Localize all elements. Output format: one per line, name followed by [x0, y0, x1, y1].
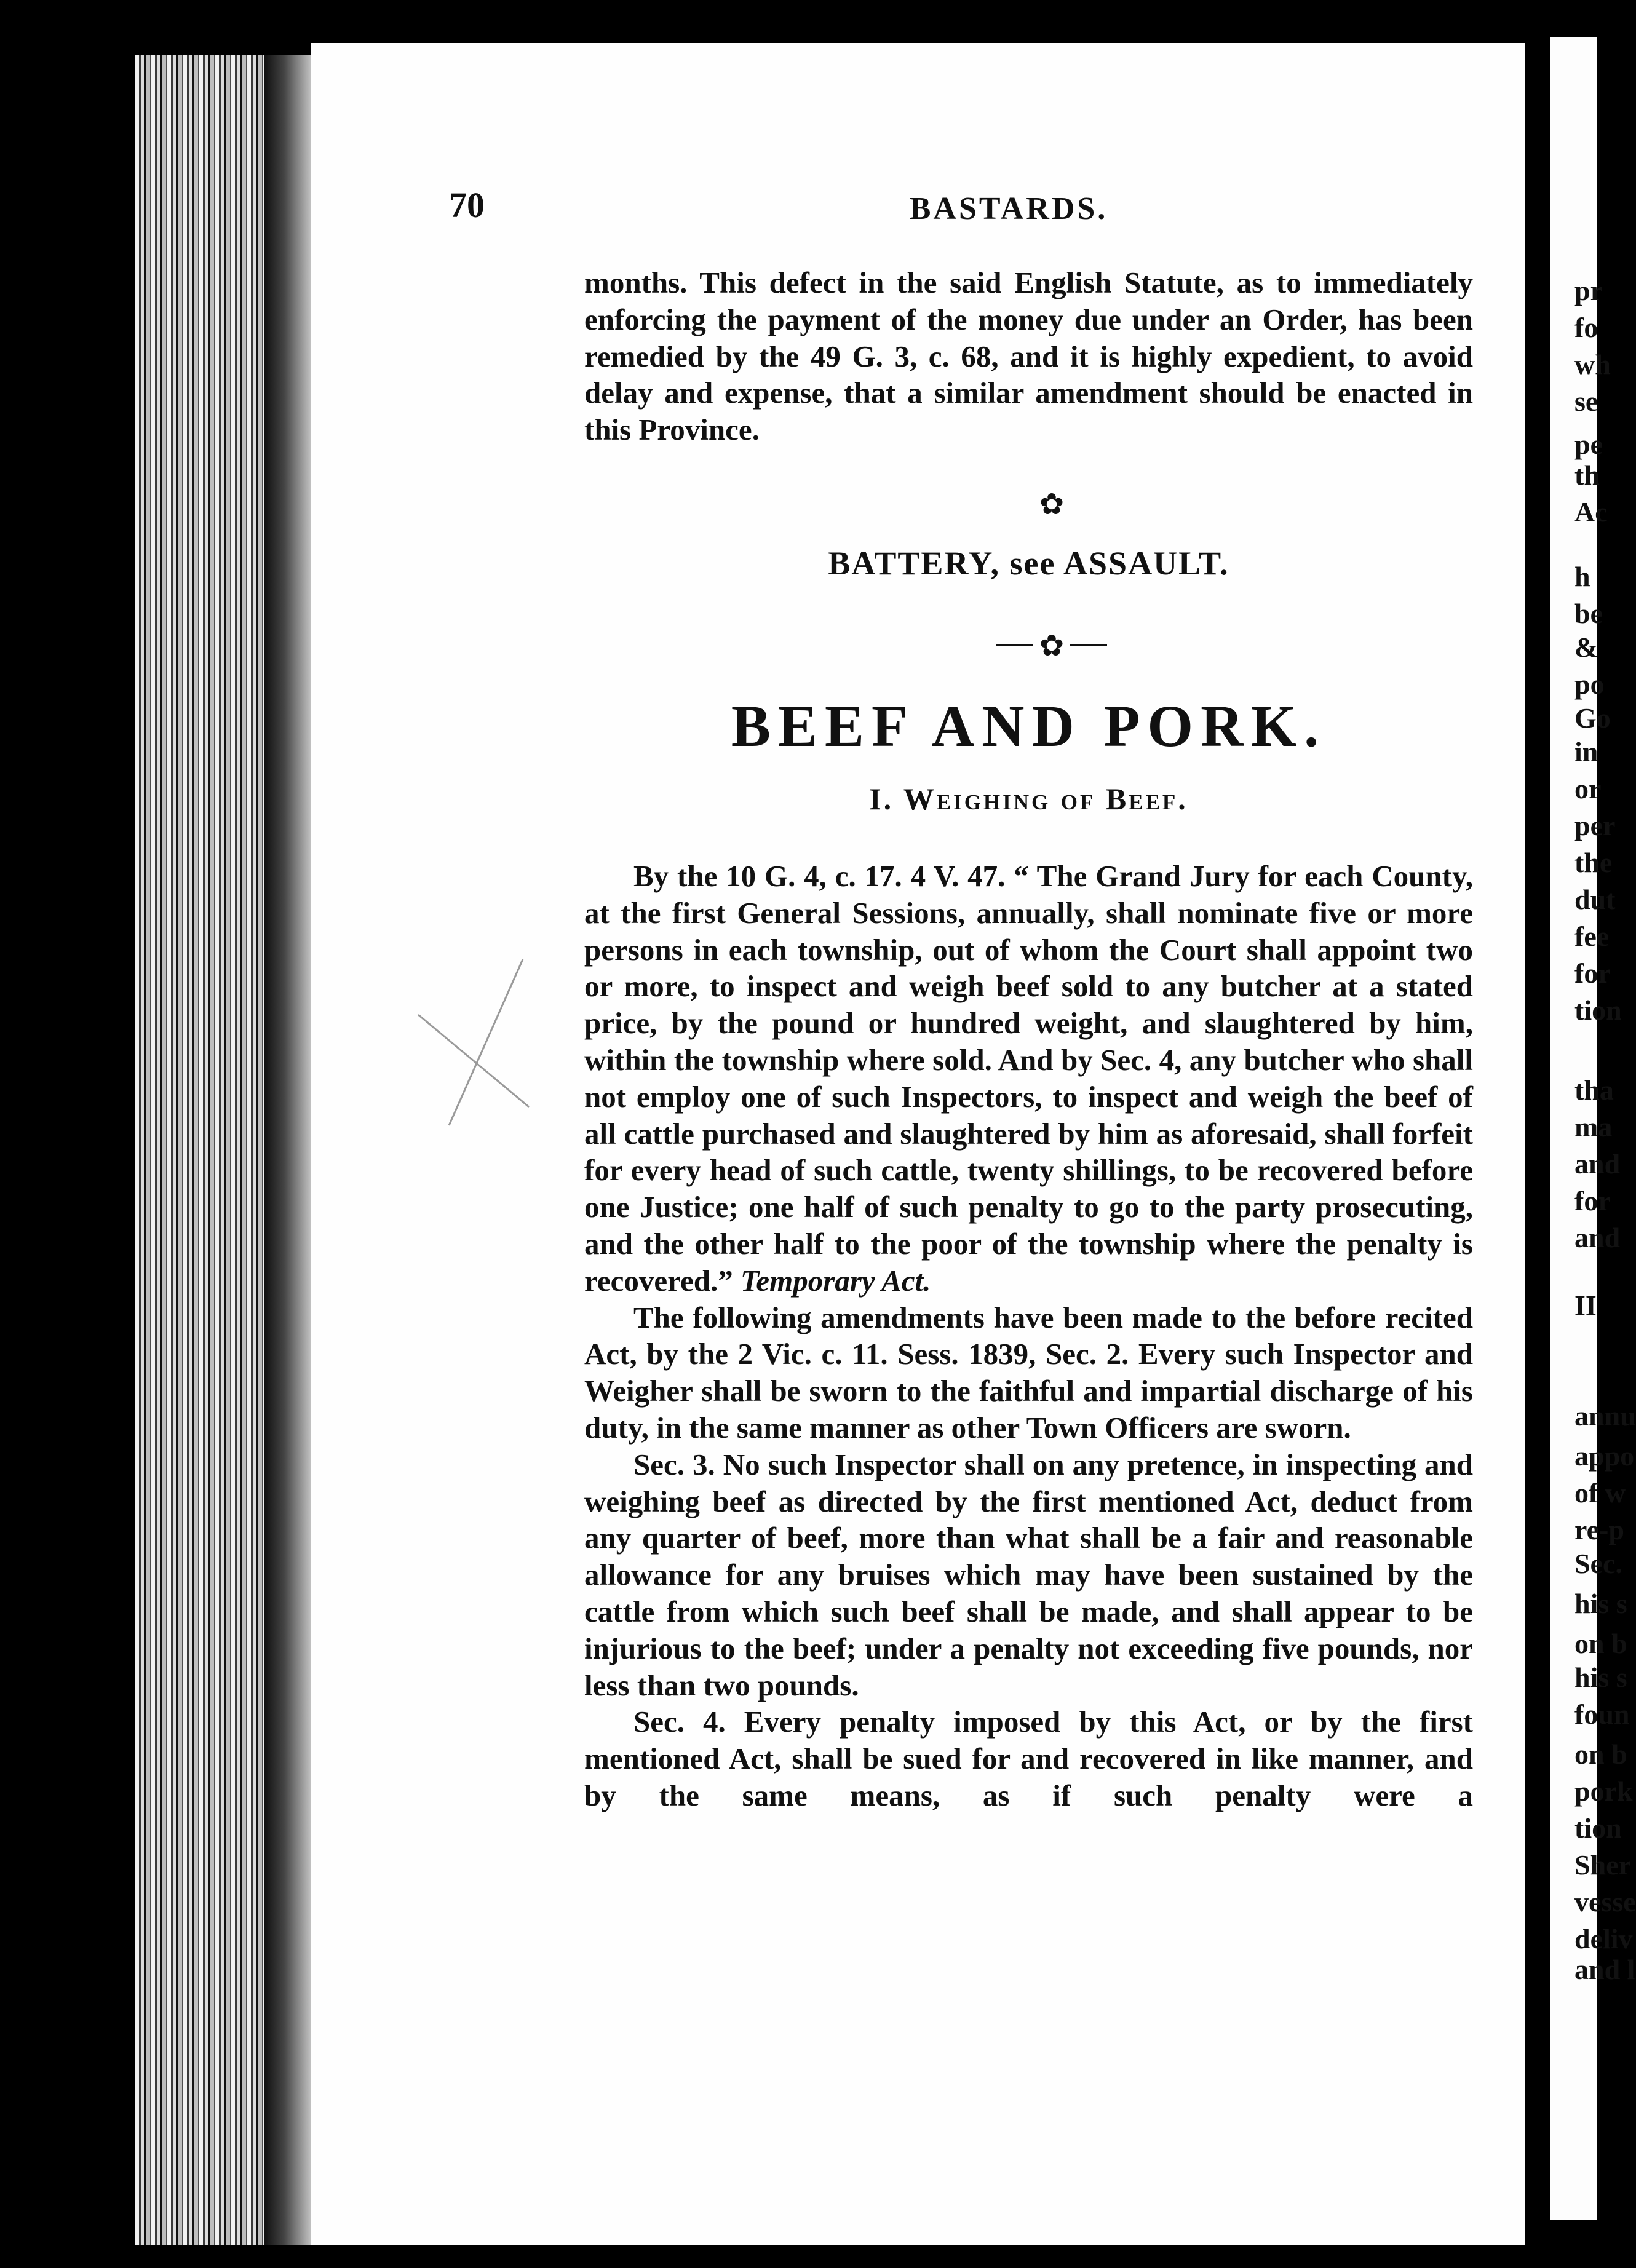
adjacent-page-fragment: deliv [1574, 1923, 1633, 1954]
adjacent-page-fragment: appo [1574, 1440, 1635, 1472]
adjacent-page-fragment: Sher [1574, 1849, 1631, 1881]
running-head [449, 184, 1488, 234]
cross-reference-heading: BATTERY, see ASSAULT. [828, 545, 1229, 582]
paragraph-sec-4: Sec. 4. Every penalty imposed by this Act, or by the first mentioned Act, shall be sued for and recovered in like manner, and by the same means, as if such penalty were a [584, 1705, 1473, 1812]
adjacent-page-fragment: and l [1574, 1954, 1635, 1985]
adjacent-page-fragment: on b [1574, 1628, 1627, 1659]
adjacent-page-fragment: Sec. [1574, 1548, 1622, 1579]
adjacent-page-fragment: Ac [1574, 496, 1608, 528]
adjacent-page-fragment: be [1574, 598, 1603, 629]
adjacent-page-fragment: vesse [1574, 1886, 1636, 1917]
adjacent-page-fragment: of w [1574, 1477, 1626, 1509]
adjacent-page-fragment: th [1574, 459, 1600, 491]
running-title: BASTARDS. [909, 191, 1108, 226]
temporary-act-label: Temporary Act. [740, 1263, 931, 1298]
adjacent-page-fragment: tha [1574, 1074, 1614, 1106]
adjacent-page-fragment: pork [1574, 1775, 1633, 1807]
adjacent-page-fragment: tion [1574, 994, 1622, 1026]
adjacent-page-fragment: the [1574, 847, 1613, 878]
pencil-mark-icon [406, 953, 554, 1132]
adjacent-page-fragment: or [1574, 773, 1602, 804]
adjacent-page-fragment: dut [1574, 884, 1616, 915]
adjacent-page-fragment: & [1574, 632, 1598, 663]
adjacent-page-fragment: annu [1574, 1400, 1636, 1432]
adjacent-page-fragment: Go [1574, 702, 1611, 734]
adjacent-page-fragment: pr [1574, 275, 1603, 306]
continuation-paragraph [584, 264, 1473, 448]
continuation-text: months. This defect in the said English Statute, as to immediately enforcing the payment of the money due under an Order, has been remedied by the 49 G. 3, c. 68, and it is highly expedient, to avoid delay and expense, that a similar amendment should be enacted in this Province. [584, 266, 1473, 447]
adjacent-page-fragment: wh [1574, 349, 1611, 380]
adjacent-page-fragment: in [1574, 736, 1598, 767]
paragraph-grand-jury [584, 858, 1473, 1299]
adjacent-page-fragment: on b [1574, 1739, 1627, 1770]
ornament-icon: ✿ [1039, 488, 1065, 521]
adjacent-page-fragment: and [1574, 1148, 1621, 1180]
adjacent-page-fragment: for [1574, 1185, 1611, 1216]
rule-left [996, 644, 1033, 646]
adjacent-page-fragment: and [1574, 1222, 1621, 1253]
adjacent-page-fragment: fee [1574, 921, 1610, 952]
paragraph-text: By the 10 G. 4, c. 17. 4 V. 47. “ The Grand Jury for each County, at the first General Sessions, annually, shall nominate five or more persons in each township, out of whom the Court shall appoint two or more, to inspect and weigh beef sold to any butcher at a stated price, by the pound or hundred weight, and slaughtered by him, within the township where sold. And by Sec. 4, any butcher who shall not employ one of such Inspectors, to inspect and weigh the beef of all cattle purchased and slaughtered by him as aforesaid, shall forfeit for every head of such cattle, twenty shillings, to be recovered before one Justice; one half of such penalty to go to the party prosecuting, and the other half to the poor of the township where the penalty is recovered.” [584, 859, 1473, 1298]
adjacent-page-fragment: per [1574, 810, 1616, 841]
adjacent-page-fragment: tion [1574, 1812, 1622, 1844]
adjacent-page-fragment: pe [1574, 429, 1603, 460]
rule-right [1070, 644, 1107, 646]
section-title: BEEF AND PORK. [731, 693, 1327, 759]
adjacent-page-fragment: his s [1574, 1588, 1627, 1619]
adjacent-page-fragment: II [1574, 1290, 1597, 1321]
adjacent-page-fragment: se [1574, 386, 1598, 417]
page-number: 70 [449, 185, 485, 225]
adjacent-page-edge [1550, 37, 1636, 2220]
adjacent-page-fragment: for [1574, 958, 1611, 989]
subsection-title: I. Weighing of Beef. [869, 782, 1188, 816]
adjacent-page-fragment: foun [1574, 1699, 1630, 1730]
adjacent-page-fragment: fo [1574, 312, 1598, 343]
paragraph-sec-3: Sec. 3. No such Inspector shall on any pretence, in inspecting and weighing beef as directed by the first mentioned Act, deduct from any quarter of beef, more than what shall be a fair and reasonable allowance for any bruises which may have been sustained by the cattle from which such beef shall be made, and shall appear to be injurious to the beef; under a penalty not exceeding five pounds, nor less than two pounds. [584, 1447, 1473, 1702]
adjacent-page-fragment: ma [1574, 1111, 1613, 1143]
paragraph-amendments: The following amendments have been made to the before recited Act, by the 2 Vic. c. 11. Sess. 1839, Sec. 2. Every such Inspector and Weigher shall be sworn to the faithful and impartial discharge of his duty, in the same manner as other Town Officers are sworn. [584, 1300, 1473, 1445]
gutter-shadow [264, 55, 314, 2245]
statute-body [584, 858, 1473, 1814]
adjacent-page-fragment: po [1574, 668, 1605, 700]
adjacent-page-fragment: his s [1574, 1662, 1627, 1693]
ornament-icon: ✿ [1039, 630, 1065, 662]
adjacent-page-fragment: h [1574, 561, 1590, 592]
adjacent-page-fragment: re-p [1574, 1514, 1624, 1545]
